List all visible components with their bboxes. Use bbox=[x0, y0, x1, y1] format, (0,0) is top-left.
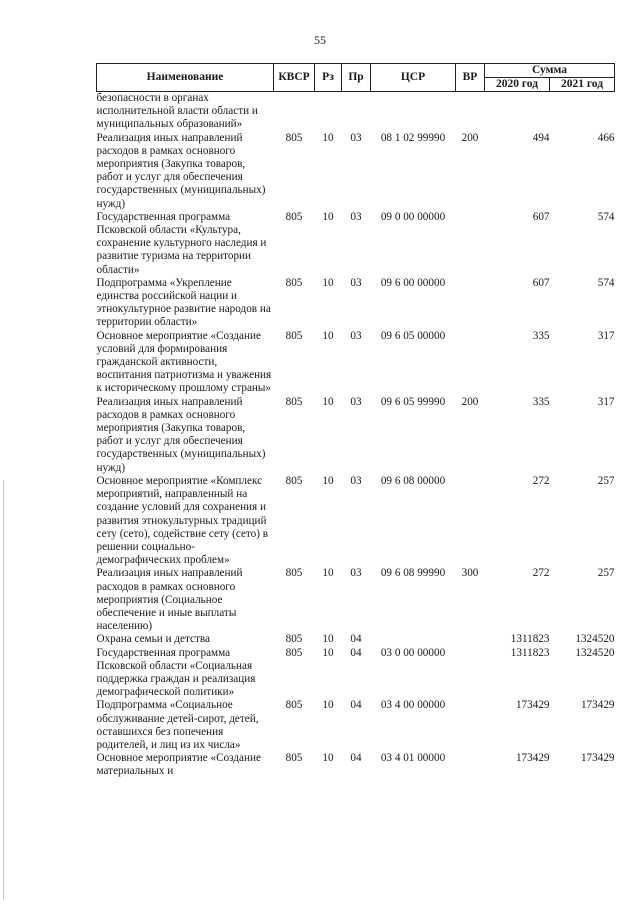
table-row bbox=[97, 752, 615, 778]
cell-kvsr: 805 bbox=[285, 752, 303, 765]
cell-name: Охрана семьи и детства bbox=[96, 633, 210, 646]
cell-sum-2021: 466 bbox=[597, 131, 615, 144]
cell-csr: 09 6 08 99990 bbox=[380, 567, 446, 580]
cell-kvsr: 805 bbox=[285, 131, 303, 144]
budget-table bbox=[96, 63, 615, 779]
page-number: 55 bbox=[314, 33, 326, 47]
cell-name: Реализация иных направлений расходов в рамках основного мероприятия (Социальное обеспечение и иные выплаты населению) bbox=[96, 567, 243, 633]
table-row bbox=[97, 396, 615, 475]
header-pr: Пр bbox=[342, 64, 371, 92]
cell-kvsr: 805 bbox=[285, 474, 303, 487]
header-vr: ВР bbox=[456, 64, 485, 92]
cell-vr: 200 bbox=[461, 395, 479, 408]
cell-sum-2021: 173429 bbox=[580, 699, 615, 712]
cell-pr: 04 bbox=[350, 752, 362, 765]
header-year-2020: 2020 год bbox=[485, 78, 550, 92]
cell-kvsr: 805 bbox=[285, 567, 303, 580]
cell-sum-2021 bbox=[550, 92, 615, 132]
cell-name: безопасности в органах исполнительной власти области и муниципальных образований» bbox=[96, 92, 258, 131]
cell-csr bbox=[371, 92, 456, 132]
table-row bbox=[97, 647, 615, 700]
cell-rz: 10 bbox=[322, 276, 334, 289]
cell-rz: 10 bbox=[322, 646, 334, 659]
cell-name: Государственная программа Псковской области «Культура, сохранение культурного наследия и развитие туризма на территории области» bbox=[96, 210, 267, 276]
cell-rz: 10 bbox=[322, 131, 334, 144]
cell-sum-2021: 574 bbox=[597, 276, 615, 289]
cell-csr: 09 6 05 99990 bbox=[380, 395, 446, 408]
cell-sum-2020: 173429 bbox=[515, 699, 550, 712]
cell-sum-2021: 257 bbox=[597, 567, 615, 580]
cell-vr: 200 bbox=[461, 131, 479, 144]
cell-sum-2020: 607 bbox=[532, 276, 550, 289]
cell-sum-2020: 607 bbox=[532, 210, 550, 223]
table-row bbox=[97, 475, 615, 567]
cell-sum-2020: 173429 bbox=[515, 752, 550, 765]
cell-sum-2020 bbox=[485, 92, 550, 132]
cell-csr bbox=[371, 633, 456, 646]
cell-kvsr: 805 bbox=[285, 646, 303, 659]
table-row bbox=[97, 92, 615, 132]
cell-sum-2020: 272 bbox=[532, 567, 550, 580]
cell-rz: 10 bbox=[322, 210, 334, 223]
cell-rz bbox=[315, 92, 342, 132]
cell-sum-2020: 335 bbox=[532, 395, 550, 408]
cell-rz: 10 bbox=[322, 752, 334, 765]
table-row bbox=[97, 330, 615, 396]
cell-vr bbox=[456, 277, 485, 330]
cell-sum-2020: 272 bbox=[532, 474, 550, 487]
table-row bbox=[97, 211, 615, 277]
cell-name: Основное мероприятие «Комплекс мероприятий, направленный на создание условий для сохранения и развития этнокультурных традиций сету (сето), содействие сету (сето) в решении социально-демографических проблем» bbox=[96, 474, 269, 567]
cell-sum-2021: 317 bbox=[597, 329, 615, 342]
header-csr: ЦСР bbox=[371, 64, 456, 92]
cell-sum-2021: 1324520 bbox=[575, 646, 615, 659]
scan-edge-mark bbox=[3, 480, 4, 900]
cell-pr bbox=[342, 92, 371, 132]
cell-csr: 09 0 00 00000 bbox=[380, 210, 446, 223]
cell-sum-2020: 1311823 bbox=[510, 646, 550, 659]
cell-kvsr: 805 bbox=[285, 329, 303, 342]
cell-pr: 03 bbox=[350, 131, 362, 144]
cell-name: Подпрограмма «Социальное обслуживание детей-сирот, детей, оставшихся без попечения родителей, и лиц из их числа» bbox=[96, 699, 259, 751]
cell-csr: 09 6 00 00000 bbox=[380, 276, 446, 289]
cell-csr: 09 6 08 00000 bbox=[380, 474, 446, 487]
table-body bbox=[97, 92, 615, 779]
cell-vr bbox=[456, 475, 485, 567]
table-row bbox=[97, 633, 615, 646]
cell-vr bbox=[456, 647, 485, 700]
cell-pr: 04 bbox=[350, 699, 362, 712]
cell-kvsr: 805 bbox=[285, 210, 303, 223]
cell-rz: 10 bbox=[322, 699, 334, 712]
cell-name: Основное мероприятие «Создание условий для формирования гражданской активности, воспитания патриотизма и уважения к историческому прошлому страны» bbox=[96, 329, 272, 395]
header-sum: Сумма bbox=[485, 64, 615, 78]
cell-rz: 10 bbox=[322, 474, 334, 487]
cell-sum-2021: 257 bbox=[597, 474, 615, 487]
header-name: Наименование bbox=[97, 64, 274, 92]
cell-sum-2021: 173429 bbox=[580, 752, 615, 765]
cell-pr: 04 bbox=[350, 633, 362, 646]
cell-pr: 03 bbox=[350, 395, 362, 408]
cell-csr: 08 1 02 99990 bbox=[380, 131, 446, 144]
cell-name: Реализация иных направлений расходов в рамках основного мероприятия (Закупка товаров, работ и услуг для обеспечения государственных (муниципальных) нужд) bbox=[96, 131, 266, 210]
cell-vr bbox=[456, 633, 485, 646]
cell-kvsr: 805 bbox=[285, 633, 303, 646]
cell-name: Государственная программа Псковской области «Социальная поддержка граждан и реализация демографической политики» bbox=[96, 646, 256, 699]
cell-sum-2020: 1311823 bbox=[510, 633, 550, 646]
cell-vr: 300 bbox=[461, 567, 479, 580]
header-kvsr: КВСР bbox=[274, 64, 315, 92]
cell-vr bbox=[456, 211, 485, 277]
cell-pr: 03 bbox=[350, 474, 362, 487]
table-row bbox=[97, 277, 615, 330]
cell-kvsr: 805 bbox=[285, 395, 303, 408]
cell-pr: 03 bbox=[350, 329, 362, 342]
cell-pr: 03 bbox=[350, 276, 362, 289]
cell-pr: 03 bbox=[350, 210, 362, 223]
cell-rz: 10 bbox=[322, 633, 334, 646]
cell-sum-2021: 317 bbox=[597, 395, 615, 408]
cell-name: Основное мероприятие «Создание материальных и bbox=[96, 752, 261, 778]
cell-pr: 03 bbox=[350, 567, 362, 580]
table-header bbox=[97, 64, 615, 92]
cell-vr bbox=[456, 92, 485, 132]
table-row bbox=[97, 132, 615, 211]
cell-csr: 03 4 00 00000 bbox=[380, 699, 446, 712]
header-rz: Рз bbox=[315, 64, 342, 92]
cell-sum-2020: 335 bbox=[532, 329, 550, 342]
cell-name: Подпрограмма «Укрепление единства российской нации и этнокультурное развитие народов на территории области» bbox=[96, 276, 271, 329]
cell-csr: 09 6 05 00000 bbox=[380, 329, 446, 342]
cell-pr: 04 bbox=[350, 646, 362, 659]
header-year-2021: 2021 год bbox=[550, 78, 615, 92]
table-row bbox=[97, 699, 615, 752]
cell-rz: 10 bbox=[322, 567, 334, 580]
table-row bbox=[97, 567, 615, 633]
cell-kvsr: 805 bbox=[285, 699, 303, 712]
cell-csr: 03 0 00 00000 bbox=[380, 646, 446, 659]
cell-kvsr: 805 bbox=[285, 276, 303, 289]
cell-sum-2021: 574 bbox=[597, 210, 615, 223]
cell-kvsr bbox=[274, 92, 315, 132]
cell-name: Реализация иных направлений расходов в рамках основного мероприятия (Закупка товаров, работ и услуг для обеспечения государственных (муниципальных) нужд) bbox=[96, 395, 266, 474]
cell-rz: 10 bbox=[322, 395, 334, 408]
cell-sum-2020: 494 bbox=[532, 131, 550, 144]
cell-vr bbox=[456, 699, 485, 752]
cell-vr bbox=[456, 330, 485, 396]
cell-sum-2021: 1324520 bbox=[575, 633, 615, 646]
cell-csr: 03 4 01 00000 bbox=[380, 752, 446, 765]
cell-rz: 10 bbox=[322, 329, 334, 342]
cell-vr bbox=[456, 752, 485, 778]
